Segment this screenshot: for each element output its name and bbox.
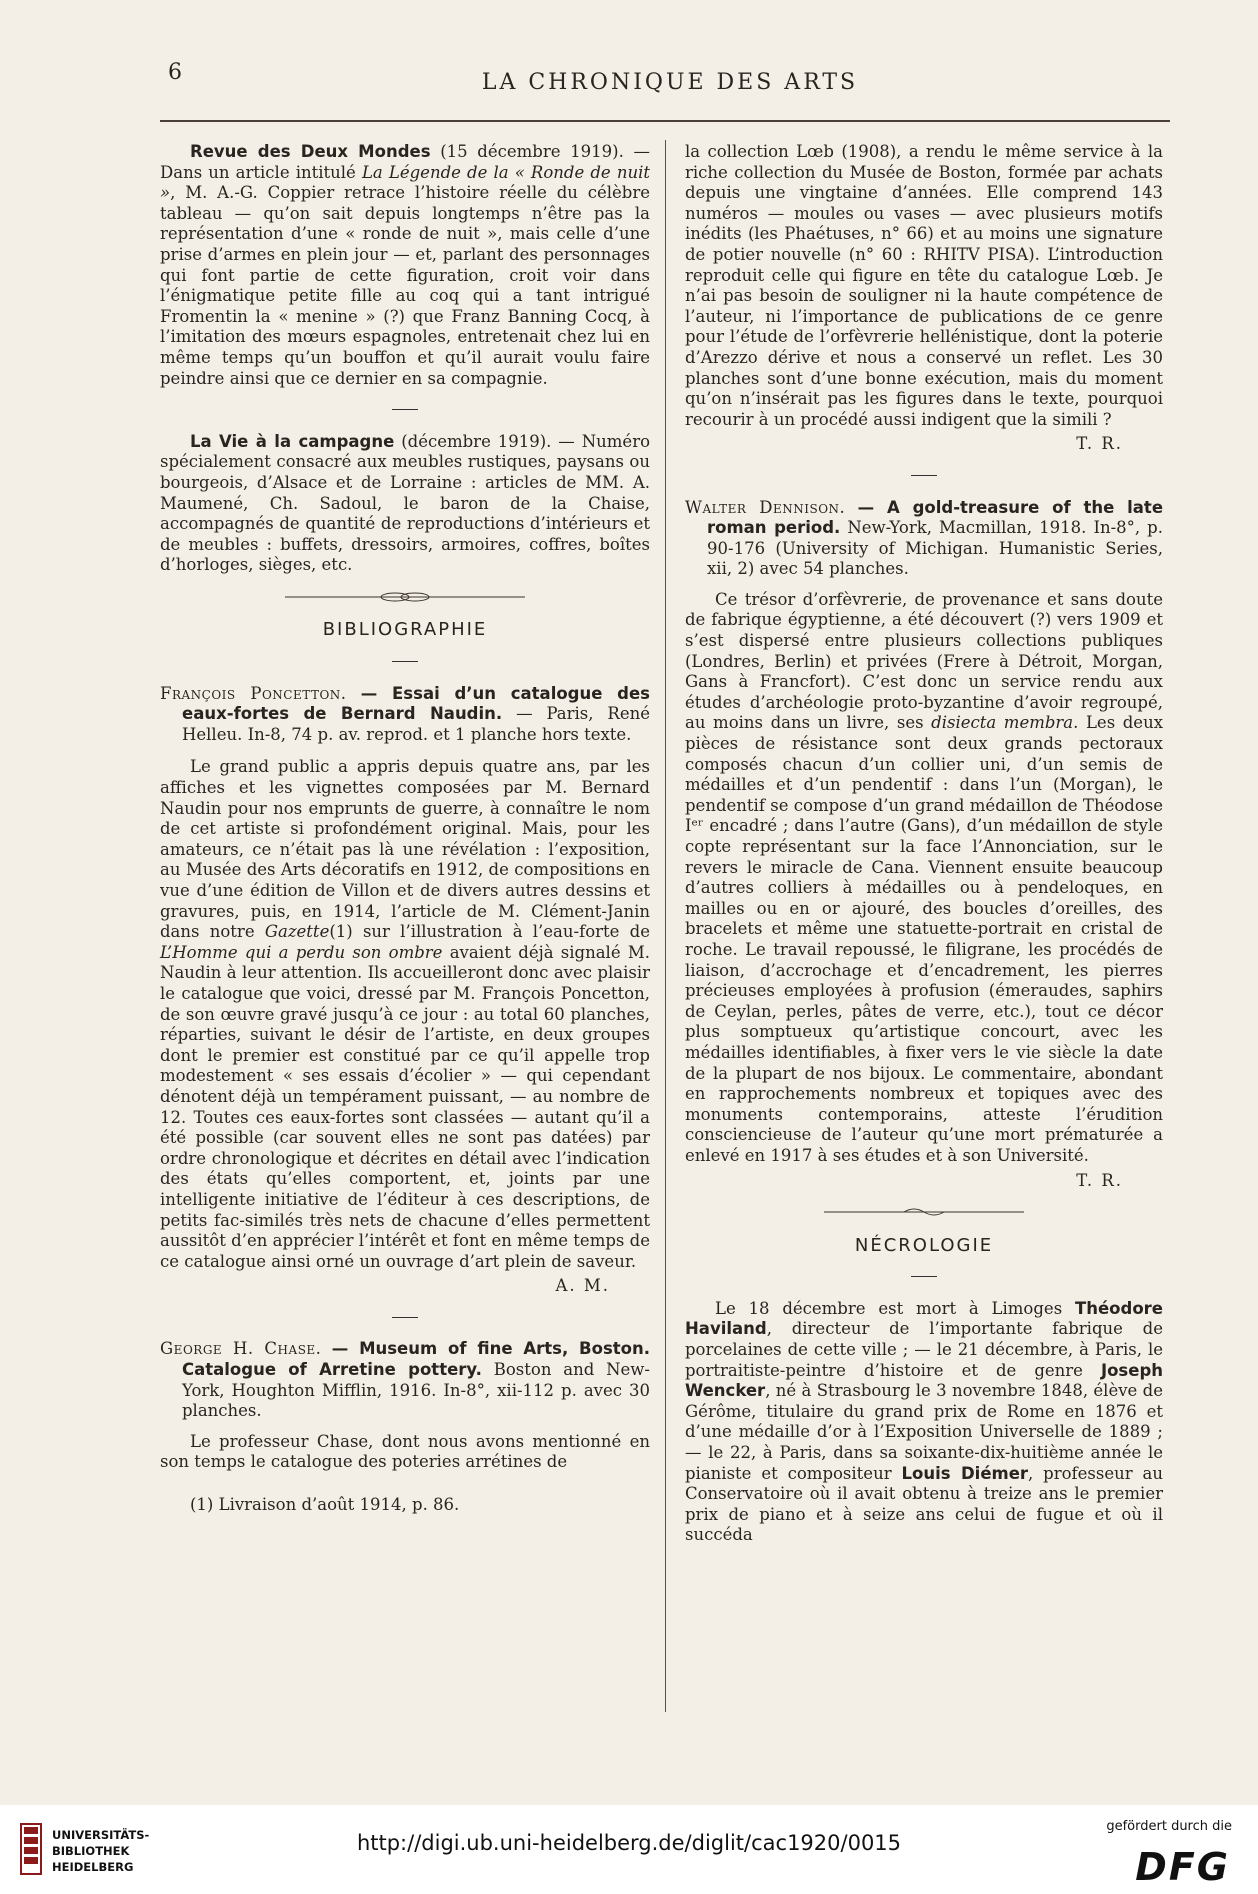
poncetton-citation	[160, 684, 650, 746]
vie-campagne-text: Numéro spécialement consacré aux meubles rustiques, paysans ou bourgeois, d’Alsace et de Lorraine : articles de MM. A. Maumené, Ch. Sadoul, le baron de la Chaise, accompagnés de quantité de reproductions d’intérieurs et de meubles : buffets, dressoirs, armoires, coffres, boîtes d’horloges, sièges, etc.	[160, 431, 651, 575]
revue-title: Revue des Deux Mondes	[190, 142, 431, 161]
citation-title: — Museum of fine Arts, Boston. Catalogue of Arretine pottery.	[182, 1339, 651, 1380]
necro-text-cont: , directeur de l’importante fabrique de porcelaines de cette ville ; — le 21 décembre, à Paris, le portraitiste-peintre d’histoire et de genre	[685, 1319, 1163, 1380]
separator-dash	[685, 465, 1163, 486]
column-divider	[665, 140, 666, 1712]
review-text-cont2: avaient déjà signalé M. Naudin à leur attention. Ils accueilleront donc avec plaisir le catalogue que voici, dressé par M. François Poncetton, de son œuvre gravé jusqu’à ce jour : au total 60 planches, réparties, suivant le désir de l’artiste, en deux groupes dont le premier est constitué par ce qu’il appelle trop modestement « ses essais d’écolier » — qui cependant dénotent déjà un tempérament puissant, — au nombre de 12. Toutes ces eaux-fortes sont classées — autant qu’il a été possible (car souvent elles ne sont pas datées) par ordre chronologique et décrites en détail avec l’indication des états qu’elles comportent, et, joints par une intelligente initiative de l’éditeur à ces descriptions, de petits fac-similés très nets de chacune d’elles permettent aussitôt d’en apprécier l’intérêt et font en même temps de ce catalogue ainsi orné un ouvrage d’art plein de saveur.	[160, 942, 650, 1271]
citation-author: François Poncetton.	[160, 683, 347, 703]
review-text: Ce trésor d’orfèvrerie, de provenance et sans doute de fabrique égyptienne, a été découvert (?) vers 1909 et s’est dispersé entre plusieurs collections publiques (Londres, Berlin) et privées (Frere à Détroit, Morgan, Gans à Francfort). C’est donc un service rendu aux études d’archéologie proto-byzantine d’avoir regroupé, au moins dans un livre, ses	[685, 589, 1163, 733]
necrologie-text	[685, 1299, 1163, 1546]
chase-review: Le professeur Chase, dont nous avons mentionné en son temps le catalogue des poteries arrétines de	[160, 1431, 650, 1472]
book-title: L’Homme qui a perdu son ombre	[160, 942, 443, 962]
dennison-citation	[685, 498, 1163, 580]
citation-publication: New-York, Macmillan, 1918. In-8°, p. 90-176 (University of Michigan. Humanistic Series, xii, 2) avec 54 planches.	[707, 518, 1163, 579]
person-name: Louis Diémer	[901, 1463, 1029, 1483]
permalink-url[interactable]: http://digi.ub.uni-heidelberg.de/diglit/cac1920/0015	[356, 1831, 902, 1855]
chase-review-continued: la collection Lœb (1908), a rendu le même service à la riche collection du Musée de Boston, formée par achats depuis une vingtaine d’années. Elle comprend 143 numéros — moules ou vases — avec plusieurs motifs inédits (les Phaétuses, n° 66) et au moins une signature de potier nouvelle (n° 60 : RHITV PISA). L’introduction reproduit celle qui figure en tête du catalogue Lœb. Je n’ai pas besoin de souligner ni la haute compétence de l’auteur, ni l’importance de publications de ce genre pour l’étude de l’orfèvrerie hellénistique, dont la poterie d’Arezzo dérive et nous a conservé un reflet. Les 30 planches sont d’une bonne exécution, mais du moment qu’on n’insérait pas les figures dans le texte, pourquoi recourir à un procédé aussi indigent que la simili ?	[685, 142, 1163, 429]
right-column	[685, 142, 1163, 1546]
separator-dash	[160, 399, 650, 420]
header-rule	[160, 120, 1170, 122]
viewer-footer	[0, 1805, 1258, 1894]
citation-publication: Boston and New-York, Houghton Mifflin, 1916. In-8°, xii-112 p. avec 30 planches.	[182, 1360, 650, 1421]
citation-title: — Essai d’un catalogue des eaux-fortes de Bernard Naudin.	[182, 683, 650, 724]
poncetton-review	[160, 757, 650, 1272]
citation-publication: — Paris, René Helleu. In-8, 74 p. av. reprod. et 1 planche hors texte.	[182, 704, 650, 744]
review-text: Le grand public a appris depuis quatre ans, par les affiches et les vignettes composées par M. Bernard Naudin pour nos emprunts de guerre, à connaître le nom de cet artiste si profondément original. Mais, pour les amateurs, ce n’était pas là une révélation : l’exposition, au Musée des Arts décoratifs en 1912, de compositions en vue d’une édition de Villon et de divers autres dessins et gravures, puis, en 1914, l’article de M. Clément-Janin dans notre	[160, 757, 650, 942]
person-name: Théodore Haviland	[685, 1298, 1163, 1339]
ornament-divider	[685, 1203, 1163, 1224]
review-text-cont: (1) sur l’illustration à l’eau-forte de	[329, 922, 650, 942]
separator-dash	[160, 1307, 650, 1328]
gazette-title: Gazette	[264, 922, 330, 942]
page-number: 6	[168, 60, 182, 85]
necro-text-cont3: , professeur au Conservatoire où il avait obtenu à treize ans le premier prix de piano et à seize ans celui de fugue et où il succéda	[685, 1463, 1163, 1545]
separator-dash	[160, 651, 650, 672]
vie-campagne-date: (décembre 1919). —	[401, 431, 575, 451]
necro-text-cont2: , né à Strasbourg le 3 novembre 1848, élève de Gérôme, titulaire du grand prix de Rome en 1876 et d’une médaille d’or à l’Exposition Universelle de 1889 ; — le 22, à Paris, dans sa soixante-dix-huitième année le pianiste et compositeur	[685, 1381, 1163, 1483]
dennison-review	[685, 590, 1163, 1167]
necro-text: Le 18 décembre est mort à Limoges	[715, 1298, 1063, 1318]
funded-by-label: gefördert durch die	[1106, 1819, 1232, 1834]
reviewer-signature: A. M.	[555, 1276, 610, 1296]
citation-author: George H. Chase.	[160, 1339, 322, 1359]
revue-date: (15 décembre 1919).	[440, 142, 624, 161]
vie-campagne-entry	[160, 432, 650, 576]
left-column	[160, 142, 650, 1516]
revue-text: — Dans un article intitulé	[160, 142, 650, 182]
separator-dash	[685, 1266, 1163, 1287]
reviewer-signature: T. R.	[1076, 1170, 1123, 1190]
review-text-cont: . Les deux pièces de résistance sont deux grands pectoraux composés chacun d’un collier uni, d’un semis de médailles et d’un pendentif : dans l’un (Morgan), le pendentif se compose d’un grand médaillon de Théodose Iᵉʳ encadré ; dans l’autre (Gans), d’un médaillon de style copte représentant sur la face l’Annonciation, sur le revers le miracle de Cana. Viennent ensuite beaucoup d’autres colliers à médailles ou à pendeloques, en mailles ou en or ajouré, des boucles d’oreilles, des bracelets et même une statuette-portrait en cristal de roche. Le travail repoussé, le filigrane, les procédés de liaison, d’accrochage et d’encadrement, les pierres précieuses employées à profusion (émeraudes, saphirs de Ceylan, perles, pâtes de verre, etc.), tout ce décor plus somptueux qu’artistique concourt, avec les médailles identifiables, à fixer vers le vie siècle la date de la plupart de nos bijoux. Le commentaire, abondant en rapprochements nombreux et topiques avec des monuments contemporains, atteste l’érudition consciencieuse de l’auteur qu’une mort prématurée a enlevé en 1917 à ses études et à son Université.	[685, 713, 1164, 1165]
revue-text-cont: , M. A.-G. Coppier retrace l’histoire réelle du célèbre tableau — qu’on sait depuis longtemps n’être pas la représentation d’une « ronde de nuit », mais celle d’une prise d’armes en plein jour — et, parlant des personnages qui font partie de cette figuration, croit voir dans l’énigmatique petite fille au coq qui a tant intrigué Fromentin la « menine » (?) que Franz Banning Cocq, à l’imitation des mœurs espagnoles, entretenait chez lui en même temps qu’un bouffon et qu’il aurait voulu faire peindre ainsi que ce dernier en sa compagnie.	[160, 183, 650, 388]
person-name: Joseph Wencker	[685, 1360, 1163, 1401]
vie-campagne-title: La Vie à la campagne	[190, 431, 395, 451]
article-title: La Légende de la « Ronde de nuit »	[160, 162, 650, 203]
running-title: LA CHRONIQUE DES ARTS	[481, 70, 859, 95]
reviewer-signature: T. R.	[1076, 434, 1123, 454]
chase-citation	[160, 1339, 650, 1421]
dfg-logo: DFG	[1135, 1845, 1230, 1889]
section-title-necrologie: NÉCROLOGIE	[854, 1234, 994, 1256]
latin-phrase: disiecta membra	[931, 713, 1074, 733]
section-title-bibliographie: BIBLIOGRAPHIE	[322, 619, 488, 641]
revue-deux-mondes-entry	[160, 142, 650, 389]
citation-author: Walter Dennison.	[685, 497, 846, 517]
library-line: HEIDELBERG	[52, 1860, 134, 1874]
library-line: BIBLIOTHEK	[52, 1844, 130, 1858]
ornament-divider	[160, 588, 650, 609]
citation-title: — A gold-treasure of the late roman period.	[707, 497, 1164, 538]
library-line: UNIVERSITÄTS-	[52, 1828, 150, 1842]
footnote: (1) Livraison d’août 1914, p. 86.	[190, 1495, 460, 1515]
